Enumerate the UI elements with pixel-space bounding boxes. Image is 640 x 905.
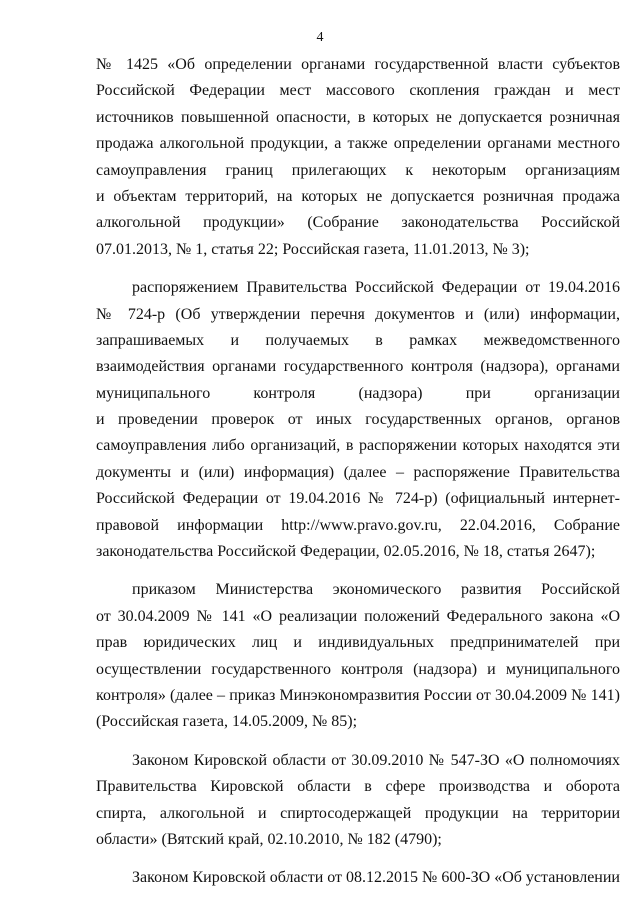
- text-line: самоуправления либо организаций, в распоряжении которых находятся эти: [96, 437, 620, 455]
- text-line: Законом Кировской области от 30.09.2010 № 547-ЗО «О полномочиях: [132, 751, 620, 769]
- text-line: спирта, алкогольной и спиртосодержащей продукции на территории: [96, 804, 620, 822]
- text-line: самоуправления границ прилегающих к некоторым организациям: [96, 161, 620, 179]
- page-number: 4: [316, 30, 324, 45]
- text-line: взаимодействия органами государственного контроля (надзора), органами: [96, 358, 620, 376]
- document-body: [96, 52, 620, 904]
- text-line: № 724-р (Об утверждении перечня документов и (или) информации,: [96, 305, 620, 323]
- text-line: 07.01.2013, № 1, статья 22; Российская газета, 11.01.2013, № 3);: [96, 240, 530, 258]
- text-line: Правительства Кировской области в сфере производства и оборота: [96, 778, 620, 796]
- text-line: № 1425 «Об определении органами государственной власти субъектов: [96, 56, 620, 73]
- paragraph-3: [96, 577, 620, 735]
- paragraph-1: [96, 52, 620, 263]
- text-line: продажа алкогольной продукции, а также определении органами местного: [96, 135, 620, 153]
- text-line: от 30.04.2009 № 141 «О реализации положений Федерального закона «О: [96, 607, 620, 625]
- text-line: запрашиваемых и получаемых в рамках межведомственного: [96, 331, 620, 349]
- text-line: контроля» (далее – приказ Минэкономразвития России от 30.04.2009 № 141): [96, 686, 620, 704]
- text-line: распоряжением Правительства Российской Федерации от 19.04.2016: [132, 279, 620, 297]
- text-line: Российской Федерации от 19.04.2016 № 724-р) (официальный интернет-: [96, 490, 620, 508]
- text-line: Законом Кировской области от 08.12.2015 № 600-ЗО «Об установлении: [132, 869, 620, 887]
- text-line: приказом Министерства экономического развития Российской: [132, 581, 620, 599]
- paragraph-4: [96, 748, 620, 854]
- text-line: прав юридических лиц и индивидуальных предпринимателей при: [96, 634, 620, 652]
- text-line: алкогольной продукции» (Собрание законодательства Российской: [96, 214, 620, 232]
- text-line: области» (Вятский край, 02.10.2010, № 182 (4790);: [96, 830, 442, 848]
- text-line: муниципального контроля (надзора) при организации: [96, 384, 620, 402]
- text-line: осуществлении государственного контроля (надзора) и муниципального: [96, 660, 620, 678]
- text-line: документы и (или) информация) (далее – распоряжение Правительства: [96, 463, 620, 481]
- paragraph-5: [96, 865, 620, 891]
- text-line: и проведении проверок от иных государственных органов, органов: [96, 411, 620, 429]
- text-line: законодательства Российской Федерации, 02.05.2016, № 18, статья 2647);: [96, 543, 596, 561]
- paragraph-2: [96, 275, 620, 565]
- text-line: Российской Федерации мест массового скопления граждан и мест: [96, 82, 620, 100]
- text-line: источников повышенной опасности, в которых не допускается розничная: [96, 108, 620, 126]
- text-line: и объектам территорий, на которых не допускается розничная продажа: [96, 187, 620, 205]
- text-line: правовой информации http://www.pravo.gov.ru, 22.04.2016, Собрание: [96, 516, 620, 534]
- text-line: (Российская газета, 14.05.2009, № 85);: [96, 713, 358, 731]
